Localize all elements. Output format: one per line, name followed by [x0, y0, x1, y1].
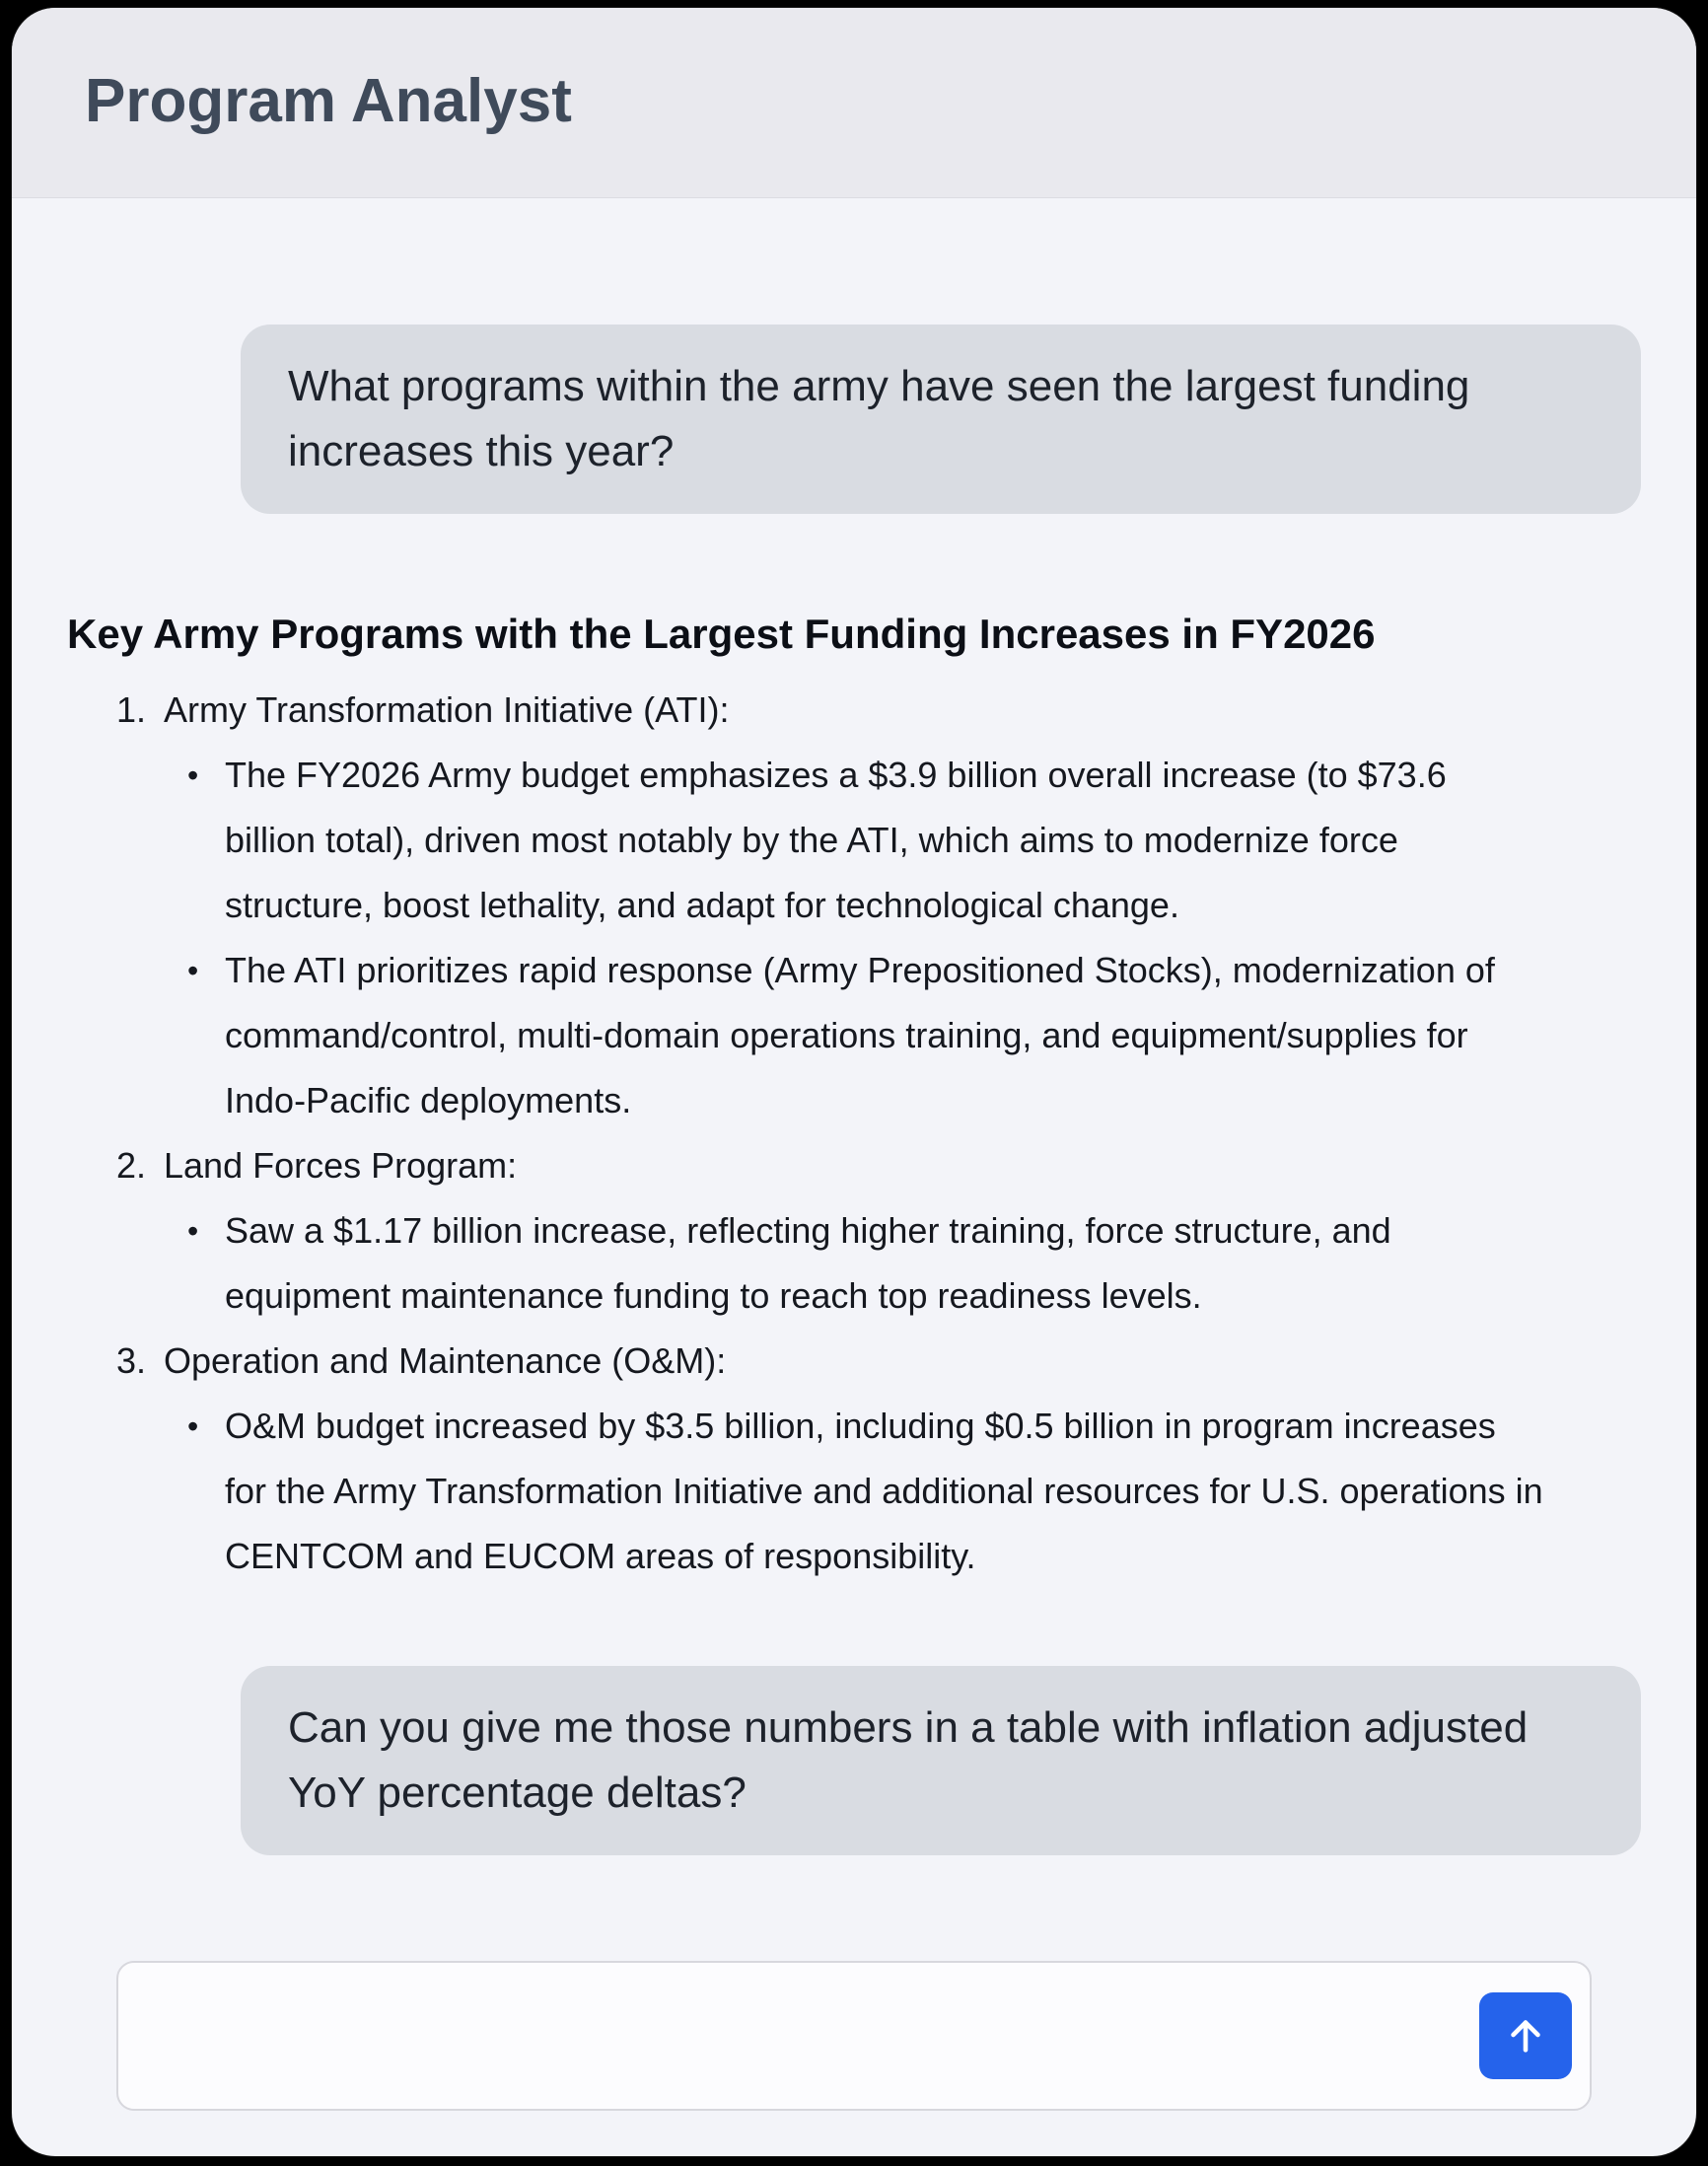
list-item: [116, 1133, 1641, 1198]
bullet-text: The FY2026 Army budget emphasizes a $3.9 billion overall increase (to $73.6 billion total), driven most notably by the ATI, which aims to modernize force structure, boost lethality, and adapt for technological change.: [225, 755, 1447, 925]
composer: [116, 1961, 1592, 2111]
bullet-item: [187, 938, 1641, 1133]
chat-area: [12, 198, 1696, 2156]
assistant-list: [67, 678, 1641, 1589]
list-item: [116, 1329, 1641, 1394]
app-window: [12, 8, 1696, 2156]
message-input[interactable]: [118, 1963, 1590, 2109]
bullet-item: [187, 1198, 1641, 1329]
bullet-text: The ATI prioritizes rapid response (Army Prepositioned Stocks), modernization of command/control, multi-domain operations training, and equipment/supplies for Indo-Pacific deployments.: [225, 950, 1495, 1120]
user-message-1: [241, 325, 1641, 514]
list-item-label: Land Forces Program:: [164, 1145, 518, 1186]
bullet-icon: •: [187, 953, 199, 988]
bullet-text: O&M budget increased by $3.5 billion, including $0.5 billion in program increases for the Army Transformation Initiative and additional resources for U.S. operations in CENTCOM and EUCOM areas of responsibility.: [225, 1406, 1543, 1576]
assistant-heading: Key Army Programs with the Largest Funding Increases in FY2026: [67, 611, 1376, 657]
bullet-item: [187, 743, 1641, 938]
app-header: [12, 8, 1696, 198]
bullet-icon: •: [187, 1408, 199, 1444]
bullet-icon: •: [187, 758, 199, 793]
list-number: 2.: [116, 1145, 147, 1186]
list-item-label: Operation and Maintenance (O&M):: [164, 1340, 727, 1381]
user-message-2: [241, 1666, 1641, 1855]
list-item: [116, 678, 1641, 743]
bullet-icon: •: [187, 1213, 199, 1249]
user-message-1-text: What programs within the army have seen the largest funding increases this year?: [288, 362, 1470, 475]
bullet-text: Saw a $1.17 billion increase, reflecting higher training, force structure, and equipment maintenance funding to reach top readiness levels.: [225, 1210, 1391, 1316]
up-arrow-icon: [1503, 2013, 1548, 2058]
user-message-2-text: Can you give me those numbers in a table with inflation adjusted YoY percentage deltas?: [288, 1703, 1529, 1817]
assistant-message: [67, 607, 1641, 1589]
list-item-label: Army Transformation Initiative (ATI):: [164, 689, 730, 730]
page-title: Program Analyst: [85, 67, 572, 135]
list-number: 1.: [116, 689, 147, 730]
bullet-item: [187, 1394, 1641, 1589]
list-number: 3.: [116, 1340, 147, 1381]
send-button[interactable]: [1479, 1992, 1572, 2079]
